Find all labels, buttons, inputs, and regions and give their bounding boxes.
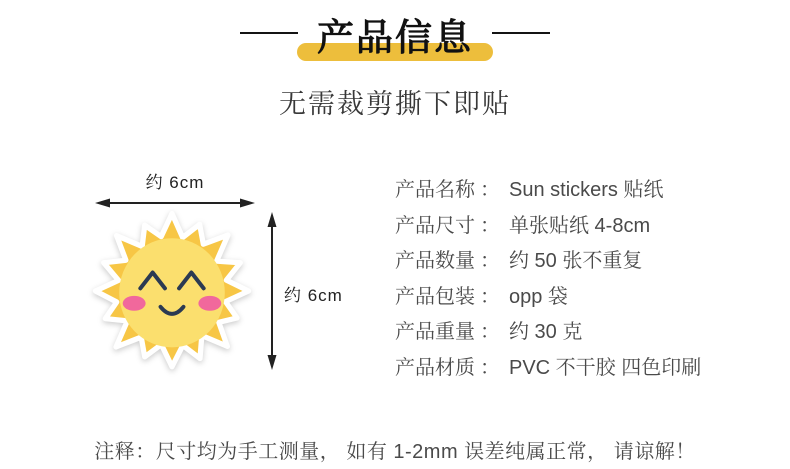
spec-value: 单张贴纸 4-8cm <box>509 214 651 237</box>
sun-left-cheek <box>123 296 146 311</box>
product-spec-list <box>395 170 701 383</box>
spec-label: 产品名称 <box>395 179 475 202</box>
spec-label: 产品重量 <box>395 321 475 344</box>
footer-note: 注释：尺寸均为手工测量， 如有 1-2mm 误差纯属正常， 请谅解！ <box>94 441 696 463</box>
section-header <box>0 6 790 70</box>
width-dimension-label: 约 6cm <box>145 173 205 192</box>
spec-label: 产品数量 <box>395 250 475 273</box>
spec-value: PVC 不干胶 四色印刷 <box>509 356 702 379</box>
spec-colon: ： <box>480 285 500 308</box>
spec-value: opp 袋 <box>509 285 568 308</box>
spec-value: 约 30 克 <box>509 321 583 344</box>
spec-row-material <box>395 348 701 384</box>
sun-sticker-image <box>84 203 260 379</box>
spec-colon: ： <box>480 356 500 379</box>
spec-colon: ： <box>480 214 500 237</box>
spec-colon: ： <box>480 179 500 202</box>
spec-label: 产品包装 <box>395 285 475 308</box>
header-rule-left <box>240 32 298 34</box>
spec-row-name <box>395 170 701 206</box>
title-wrap <box>311 17 479 60</box>
spec-row-weight <box>395 312 701 348</box>
spec-label: 产品材质 <box>395 356 475 379</box>
subtitle: 无需裁剪撕下即贴 <box>279 89 511 119</box>
spec-label: 产品尺寸 <box>395 214 475 237</box>
height-arrow-icon <box>266 212 278 370</box>
spec-value: 约 50 张不重复 <box>509 250 643 273</box>
spec-row-size <box>395 206 701 242</box>
spec-colon: ： <box>480 250 500 273</box>
page-title: 产品信息 <box>317 16 473 58</box>
spec-row-quantity <box>395 241 701 277</box>
sun-right-cheek <box>198 296 221 311</box>
header-rule-right <box>492 32 550 34</box>
spec-row-packaging <box>395 277 701 313</box>
sun-face <box>119 238 225 347</box>
height-dimension-label: 约 6cm <box>284 286 343 305</box>
spec-colon: ： <box>480 321 500 344</box>
spec-value: Sun stickers 贴纸 <box>509 179 664 202</box>
